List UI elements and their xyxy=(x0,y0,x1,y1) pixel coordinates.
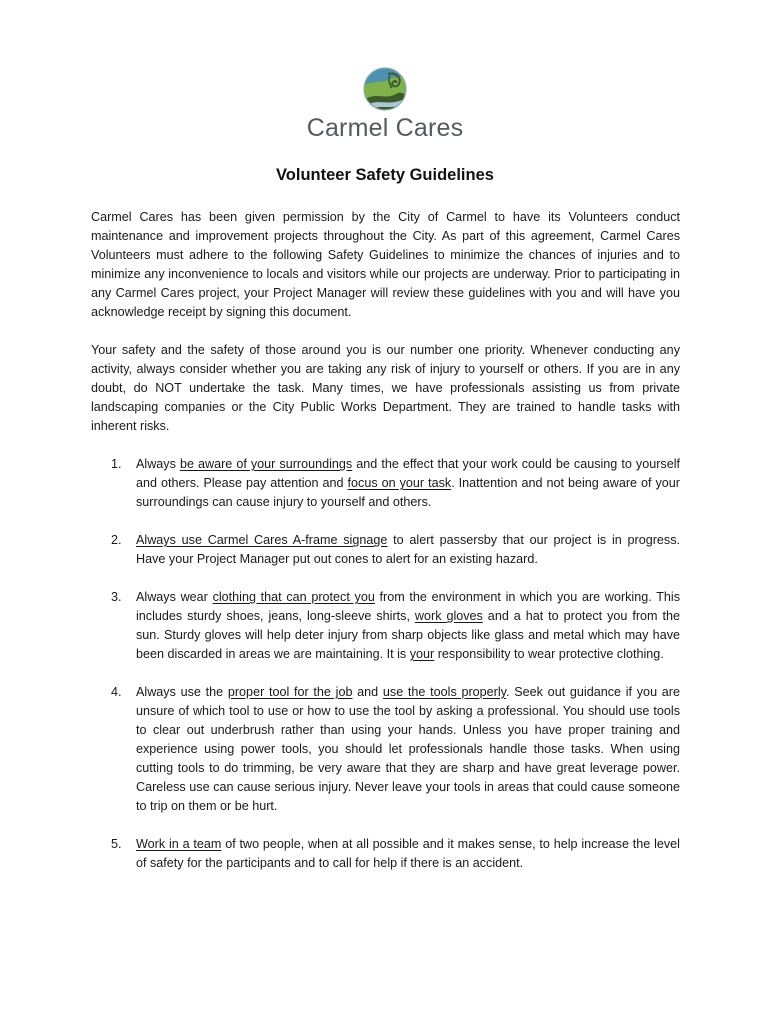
item-number: 5. xyxy=(111,837,122,851)
item-text: . Seek out guidance if you are unsure of which tool to use or how to use the tool by asking a professional. You should use tools to clear out underbrush rather than using your hands. Unless you have proper training and experience using power tools, you should let professionals handle those tasks. When using cutting tools to do trimming, be very aware that they are sharp and have great leverage power. Careless use can cause serious injury. Never leave your tools in areas that could cause someone to trip on them or be hurt. xyxy=(136,685,680,813)
item-text: and a hat to protect you from the sun. Sturdy gloves will help deter injury from sharp objects like glass and metal which may have been discarded in areas we are maintaining. It is xyxy=(136,609,680,661)
item-text: of two people, when at all possible and it makes sense, to help increase the level of safety for the participants and to call for help if there is an accident. xyxy=(136,837,680,870)
intro-paragraph-1: Carmel Cares has been given permission by the City of Carmel to have its Volunteers conduct maintenance and improvement projects throughout the City. As part of this agreement, Carmel Cares Volunteers must adhere to the following Safety Guidelines to minimize the chances of injuries and to minimize any inconvenience to locals and visitors while our projects are underway. Prior to participating in any Carmel Cares project, your Project Manager will review these guidelines with you and will have you acknowledge receipt by signing this document. xyxy=(91,210,680,319)
underlined-text: work gloves xyxy=(414,609,483,623)
item-text: to alert passersby that our project is in progress. Have your Project Manager put out cones to alert for an existing hazard. xyxy=(136,533,680,566)
item-number: 3. xyxy=(111,590,122,604)
underlined-text: be aware of your surroundings xyxy=(179,457,353,471)
guidelines-list xyxy=(91,455,680,873)
underlined-text: clothing that can protect you xyxy=(212,590,375,604)
item-text: and xyxy=(352,685,383,699)
carmel-cares-logo xyxy=(0,66,770,143)
item-text: . Inattention and not being aware of your surroundings can cause injury to yourself and others. xyxy=(136,476,680,509)
page-title: Volunteer Safety Guidelines xyxy=(276,166,494,184)
guideline-item-2 xyxy=(91,531,680,569)
item-text: and the effect that your work could be causing to yourself and others. Please pay attention and xyxy=(136,457,680,490)
underlined-text: Always use Carmel Cares A-frame signage xyxy=(136,533,388,547)
item-number: 4. xyxy=(111,685,122,699)
underlined-text: proper tool for the job xyxy=(227,685,353,699)
guideline-item-3 xyxy=(91,588,680,664)
item-text: responsibility to wear protective clothing. xyxy=(434,647,664,661)
guideline-item-1 xyxy=(91,455,680,512)
item-number: 2. xyxy=(111,533,122,547)
underlined-text: Work in a team xyxy=(136,837,222,851)
item-text: Always xyxy=(136,457,180,471)
carmel-cares-logo-icon xyxy=(362,66,408,112)
item-text: Always wear xyxy=(136,590,213,604)
item-text: Always use the xyxy=(136,685,228,699)
underlined-text: focus on your task xyxy=(347,476,452,490)
guideline-item-4 xyxy=(91,683,680,816)
underlined-text: your xyxy=(409,647,435,661)
item-number: 1. xyxy=(111,457,122,471)
guideline-item-5 xyxy=(91,835,680,873)
intro-paragraph-2: Your safety and the safety of those around you is our number one priority. Whenever conducting any activity, always consider whether you are taking any risk of injury to yourself or others. If you are in any doubt, do NOT undertake the task. Many times, we have professionals assisting us from private landscaping companies or the City Public Works Department. They are trained to handle tasks with inherent risks. xyxy=(91,343,680,433)
underlined-text: use the tools properly xyxy=(382,685,507,699)
logo-text: Carmel Cares xyxy=(306,114,464,142)
item-text: from the environment in which you are working. This includes sturdy shoes, jeans, long-sleeve shirts, xyxy=(136,590,680,623)
